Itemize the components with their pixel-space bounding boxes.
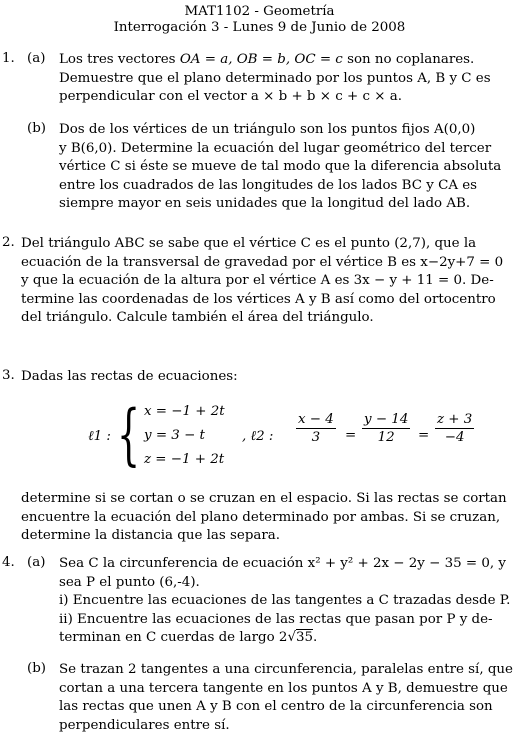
sqrt-sign: √ xyxy=(287,630,296,646)
l2-num2: y − 14 xyxy=(364,412,409,427)
q4b-line3: las rectas que unen A y B con el centro de la circunferencia son xyxy=(59,699,493,715)
l1-eq1: x = −1 + 2t xyxy=(144,404,225,419)
l2-fraction-3 xyxy=(435,411,474,446)
q1b-line4: entre los cuadrados de las longitudes de los lados BC y CA es xyxy=(59,177,478,193)
q1b-line3: vértice C si éste se mueve de tal modo que la diferencia absoluta xyxy=(59,159,502,175)
l2-num1: x − 4 xyxy=(298,412,334,427)
eq-sign-1: = xyxy=(345,428,357,443)
l1-eq2: y = 3 − t xyxy=(144,428,205,443)
l1-label: ℓ1 : xyxy=(88,429,111,444)
q1a-label: (a) xyxy=(27,51,46,66)
exam-subtitle: Interrogación 3 - Lunes 9 de Junio de 2008 xyxy=(113,20,406,35)
q1b-line5: siempre mayor en seis unidades que la longitud del lado AB. xyxy=(59,196,471,212)
q4a-line3: i) Encuentre las ecuaciones de las tangentes a C trazadas desde P. xyxy=(59,593,511,609)
q4b-label: (b) xyxy=(27,661,47,676)
l2-den1: 3 xyxy=(311,430,321,445)
q1a-text2: son no coplanares. xyxy=(347,52,475,67)
q4a-line1: Sea C la circunferencia de ecuación x² + y² + 2x − 2y − 35 = 0, y xyxy=(59,556,506,571)
q1b-text xyxy=(59,121,517,214)
q3-line2: encuentre la ecuación del plano determinado por ambas. Si se cruzan, xyxy=(21,509,501,525)
q4-number: 4. xyxy=(2,555,15,570)
l2-label: , ℓ2 : xyxy=(242,429,274,444)
q3-line1: determine si se cortan o se cruzan en el espacio. Si las rectas se cortan xyxy=(21,491,507,506)
l1-brace: { xyxy=(117,396,141,473)
q2-line1: Del triángulo ABC se sabe que el vértice C es el punto (2,7), que la xyxy=(21,236,477,251)
q4a-label: (a) xyxy=(27,555,46,570)
q2-line2: ecuación de la transversal de gravedad por el vértice B es x−2y+7 = 0 xyxy=(21,254,504,270)
q4a-line5 xyxy=(59,629,517,648)
q4b-line2: cortan a una tercera tangente en los puntos A y B, demuestre que xyxy=(59,680,508,696)
q1a-text1: Los tres vectores xyxy=(59,52,176,67)
q4a-line5b: 35 xyxy=(296,630,314,646)
q4b-text xyxy=(59,661,517,735)
q1a-line1 xyxy=(59,51,517,70)
l2-fraction-2 xyxy=(362,411,410,446)
q3-number: 3. xyxy=(2,368,15,383)
l2-num3: z + 3 xyxy=(437,412,473,427)
l2-fraction-1 xyxy=(296,411,336,446)
q1a-line3: perpendicular con el vector a × b + b × c + c × a. xyxy=(59,89,402,105)
q4a-line4: ii) Encuentre las ecuaciones de las rectas que pasan por P y de- xyxy=(59,611,493,627)
q2-line3: y que la ecuación de la altura por el vértice A es 3x − y + 11 = 0. De- xyxy=(21,273,494,289)
q2-line4: termine las coordenadas de los vértices A y B así como del ortocentro xyxy=(21,291,496,307)
q4a-line5a: terminan en C cuerdas de largo 2 xyxy=(59,630,288,646)
l2-den3: −4 xyxy=(444,430,465,445)
q4b-line1: Se trazan 2 tangentes a una circunferencia, paralelas entre sí, que xyxy=(59,662,513,677)
q1b-label: (b) xyxy=(27,121,47,136)
exam-title: MAT1102 - Geometría xyxy=(184,4,335,19)
q3-intro: Dadas las rectas de ecuaciones: xyxy=(21,369,238,384)
q3-line3: determine la distancia que las separa. xyxy=(21,528,281,544)
q1a-text xyxy=(59,51,517,107)
q3-formula xyxy=(88,396,508,476)
q4a-text xyxy=(59,555,517,648)
q1b-line1: Dos de los vértices de un triángulo son los puntos fijos A(0,0) xyxy=(59,122,476,137)
eq-sign-2: = xyxy=(418,428,430,443)
l1-eq3: z = −1 + 2t xyxy=(144,452,225,467)
q1b-line2: y B(6,0). Determine la ecuación del lugar geométrico del tercer xyxy=(59,140,492,156)
q2-text xyxy=(21,235,517,328)
q4a-line2: sea P el punto (6,-4). xyxy=(59,574,200,590)
q2-line5: del triángulo. Calcule también el área del triángulo. xyxy=(21,310,374,326)
q4b-line4: perpendiculares entre sí. xyxy=(59,717,230,733)
q3-text xyxy=(21,490,517,546)
q1-number: 1. xyxy=(2,51,15,66)
q1a-vectors: OA = a, OB = b, OC = c xyxy=(179,52,343,67)
q2-number: 2. xyxy=(2,235,15,250)
q1a-line2: Demuestre que el plano determinado por los puntos A, B y C es xyxy=(59,70,491,86)
q4a-line5c: . xyxy=(313,630,318,646)
l2-den2: 12 xyxy=(377,430,395,445)
